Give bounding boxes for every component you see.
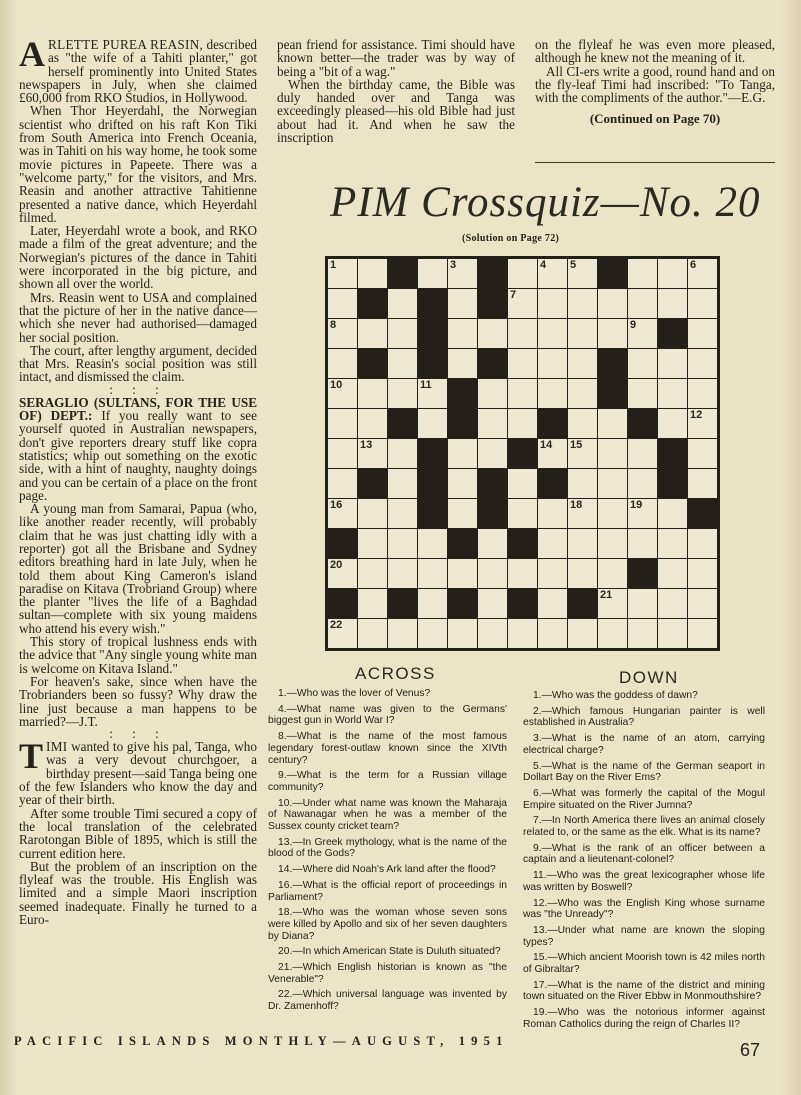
down-clue: 17.—What is the name of the district and mining town situated on the River Ebbw in Monmouthshire? bbox=[523, 979, 765, 1003]
grid-block bbox=[568, 589, 597, 618]
grid-cell[interactable] bbox=[538, 589, 567, 618]
timi-paragraph bbox=[19, 736, 257, 808]
grid-cell[interactable] bbox=[328, 349, 357, 378]
grid-cell[interactable] bbox=[418, 559, 447, 588]
grid-cell[interactable] bbox=[328, 409, 357, 438]
grid-cell[interactable] bbox=[358, 529, 387, 558]
down-clue: 9.—What is the rank of an officer between a captain and a lieutenant-colonel? bbox=[523, 842, 765, 866]
grid-block bbox=[418, 289, 447, 318]
grid-block bbox=[418, 439, 447, 468]
divider-rule bbox=[535, 162, 775, 163]
down-clue: 1.—Who was the goddess of dawn? bbox=[533, 690, 698, 701]
grid-block bbox=[418, 319, 447, 348]
grid-cell[interactable] bbox=[658, 349, 687, 378]
running-footer: PACIFIC ISLANDS MONTHLY—AUGUST, 1951 bbox=[14, 1034, 509, 1048]
grid-block bbox=[448, 589, 477, 618]
grid-cell[interactable] bbox=[568, 619, 597, 648]
grid-block bbox=[388, 589, 417, 618]
clue-number: 9 bbox=[630, 319, 637, 331]
grid-cell[interactable] bbox=[598, 439, 627, 468]
grid-cell[interactable] bbox=[448, 349, 477, 378]
grid-cell[interactable] bbox=[358, 259, 387, 288]
grid-block bbox=[358, 289, 387, 318]
grid-cell[interactable] bbox=[568, 529, 597, 558]
clue-number: 14 bbox=[540, 439, 553, 451]
grid-cell[interactable] bbox=[628, 619, 657, 648]
paragraph: Later, Heyerdahl wrote a book, and RKO made a film of the great adventure; and the Norwegian's pictures of the dance in Tahiti were incorporated in the big picture, and shown all over the world. bbox=[19, 223, 257, 292]
grid-cell[interactable] bbox=[688, 469, 717, 498]
grid-cell[interactable] bbox=[508, 379, 537, 408]
solution-note: (Solution on Page 72) bbox=[462, 233, 560, 244]
grid-cell[interactable] bbox=[388, 529, 417, 558]
across-clue: 14.—Where did Noah's Ark land after the flood? bbox=[278, 864, 496, 876]
grid-cell[interactable] bbox=[568, 469, 597, 498]
grid-cell[interactable] bbox=[388, 379, 417, 408]
grid-cell[interactable] bbox=[598, 289, 627, 318]
grid-cell[interactable] bbox=[418, 379, 447, 408]
grid-cell[interactable] bbox=[568, 259, 597, 288]
grid-cell[interactable] bbox=[568, 289, 597, 318]
grid-cell[interactable] bbox=[628, 259, 657, 288]
grid-cell[interactable] bbox=[418, 259, 447, 288]
grid-cell[interactable] bbox=[478, 529, 507, 558]
grid-cell[interactable] bbox=[688, 349, 717, 378]
grid-cell[interactable] bbox=[478, 379, 507, 408]
grid-cell[interactable] bbox=[328, 379, 357, 408]
grid-cell[interactable] bbox=[508, 409, 537, 438]
grid-block bbox=[448, 529, 477, 558]
down-clue: 11.—Who was the great lexicographer whose life was written by Boswell? bbox=[523, 870, 765, 893]
grid-cell[interactable] bbox=[388, 469, 417, 498]
grid-cell[interactable] bbox=[598, 319, 627, 348]
grid-cell[interactable] bbox=[688, 619, 717, 648]
grid-cell[interactable] bbox=[388, 289, 417, 318]
down-clue: 5.—What is the name of the German seaport in Dollart Bay on the River Ems? bbox=[523, 760, 765, 784]
clue-number: 1 bbox=[330, 259, 337, 271]
grid-cell[interactable] bbox=[538, 259, 567, 288]
grid-cell[interactable] bbox=[418, 619, 447, 648]
across-clue: 4.—What name was given to the Germans' biggest gun in World War I? bbox=[268, 703, 507, 727]
grid-block bbox=[478, 469, 507, 498]
grid-block bbox=[478, 349, 507, 378]
grid-block bbox=[598, 379, 627, 408]
clue-number: 6 bbox=[690, 259, 697, 271]
grid-cell[interactable] bbox=[538, 289, 567, 318]
across-heading: ACROSS bbox=[355, 664, 436, 683]
grid-cell[interactable] bbox=[478, 589, 507, 618]
grid-cell[interactable] bbox=[388, 349, 417, 378]
grid-cell[interactable] bbox=[688, 439, 717, 468]
grid-cell[interactable] bbox=[568, 439, 597, 468]
grid-cell[interactable] bbox=[598, 559, 627, 588]
grid-cell[interactable] bbox=[658, 409, 687, 438]
grid-cell[interactable] bbox=[328, 499, 357, 528]
grid-block bbox=[358, 469, 387, 498]
grid-block bbox=[448, 409, 477, 438]
page-number: 67 bbox=[740, 1040, 761, 1060]
grid-cell[interactable] bbox=[598, 499, 627, 528]
down-clue: 15.—Which ancient Moorish town is 42 miles north of Gibraltar? bbox=[523, 952, 765, 976]
grid-block bbox=[418, 499, 447, 528]
grid-cell[interactable] bbox=[448, 499, 477, 528]
clue-number: 13 bbox=[360, 439, 373, 451]
grid-cell[interactable] bbox=[628, 469, 657, 498]
grid-block bbox=[658, 319, 687, 348]
clue-number: 4 bbox=[540, 259, 547, 271]
grid-block bbox=[658, 439, 687, 468]
intro-paragraph bbox=[19, 34, 258, 106]
timi-text: wanted to give his pal, Tanga, who was a very devout churchgoer, a birthday present—said Tanga being one of the few Islanders who know the day and year of their birth. bbox=[19, 739, 257, 808]
seraglio-paragraph bbox=[19, 396, 257, 502]
paragraph: All CI-ers write a good, round hand and on the fly-leaf Timi had inscribed: "To Tanga, with the compliments of the author."—E.G. bbox=[535, 63, 775, 106]
grid-cell[interactable] bbox=[688, 559, 717, 588]
grid-cell[interactable] bbox=[598, 469, 627, 498]
paragraph: A young man from Samarai, Papua (who, like another reader recently, will probably claim that he was just chatting idly with a reporter) got all the Brisbane and Sydney editors breathing hard in late July, when he told them about King Cameron's island paradise on Kitava (Trobriand Group) where the planter "lives the life of a Baghdad sultan—complete with six young maidens who attend his every wish." bbox=[19, 501, 257, 636]
across-clue: 20.—In which American State is Duluth situated? bbox=[278, 946, 501, 958]
clue-number: 20 bbox=[330, 559, 343, 571]
grid-cell[interactable] bbox=[478, 319, 507, 348]
grid-block bbox=[628, 559, 657, 588]
grid-cell[interactable] bbox=[478, 409, 507, 438]
across-clue: 13.—In Greek mythology, what is the name of the blood of the Gods? bbox=[268, 836, 507, 860]
grid-cell[interactable] bbox=[688, 409, 717, 438]
grid-block bbox=[478, 259, 507, 288]
grid-cell[interactable] bbox=[658, 259, 687, 288]
down-clue: 3.—What is the name of an atom, carrying electrical charge? bbox=[523, 733, 765, 756]
grid-block bbox=[508, 589, 537, 618]
grid-cell[interactable] bbox=[448, 619, 477, 648]
paragraph: This story of tropical lushness ends with the advice that "Any single young white man is welcome on Kitava Island." bbox=[19, 634, 257, 676]
grid-cell[interactable] bbox=[568, 379, 597, 408]
grid-cell[interactable] bbox=[568, 319, 597, 348]
grid-cell[interactable] bbox=[388, 499, 417, 528]
grid-cell[interactable] bbox=[448, 469, 477, 498]
grid-cell[interactable] bbox=[628, 499, 657, 528]
paragraph: pean friend for assistance. Timi should have known better—the trader was by way of being a "bit of a wag." bbox=[277, 37, 515, 79]
continued-note: (Continued on Page 70) bbox=[589, 111, 721, 127]
paragraph: When the birthday came, the Bible was duly handed over and Tanga was exceedingly pleased—his old Bible had just about had it. And when he saw the inscription bbox=[277, 76, 515, 146]
grid-cell[interactable] bbox=[478, 559, 507, 588]
grid-cell[interactable] bbox=[538, 379, 567, 408]
clue-number: 10 bbox=[330, 379, 343, 391]
grid-cell[interactable] bbox=[508, 499, 537, 528]
grid-cell[interactable] bbox=[448, 289, 477, 318]
grid-cell[interactable] bbox=[688, 379, 717, 408]
clue-number: 18 bbox=[570, 499, 583, 511]
grid-cell[interactable] bbox=[628, 439, 657, 468]
grid-cell[interactable] bbox=[358, 439, 387, 468]
grid-block bbox=[508, 439, 537, 468]
grid-cell[interactable] bbox=[508, 469, 537, 498]
grid-cell[interactable] bbox=[388, 319, 417, 348]
down-clue: 6.—What was formerly the capital of the Mogul Empire situated on the River Jumna? bbox=[523, 787, 765, 811]
paragraph: Mrs. Reasin went to USA and complained that the picture of her in the native dance—which she never had authorised—damaged her social position. bbox=[19, 289, 257, 345]
grid-cell[interactable] bbox=[358, 409, 387, 438]
grid-block bbox=[478, 289, 507, 318]
grid-cell[interactable] bbox=[448, 559, 477, 588]
seraglio-heading: SERAGLIO (SULTANS, FOR THE USE OF) DEPT.: bbox=[19, 394, 257, 424]
grid-cell[interactable] bbox=[328, 439, 357, 468]
grid-cell[interactable] bbox=[688, 289, 717, 318]
grid-cell[interactable] bbox=[388, 619, 417, 648]
grid-cell[interactable] bbox=[628, 349, 657, 378]
grid-cell[interactable] bbox=[628, 289, 657, 318]
across-clue: 9.—What is the term for a Russian village community? bbox=[268, 770, 507, 793]
grid-block bbox=[418, 349, 447, 378]
grid-block bbox=[538, 409, 567, 438]
grid-block bbox=[628, 409, 657, 438]
grid-cell[interactable] bbox=[538, 319, 567, 348]
intro-name: RLETTE PUREA REASIN, bbox=[48, 37, 204, 52]
grid-cell[interactable] bbox=[358, 589, 387, 618]
grid-block bbox=[478, 499, 507, 528]
grid-cell[interactable] bbox=[508, 349, 537, 378]
grid-cell[interactable] bbox=[688, 259, 717, 288]
grid-cell[interactable] bbox=[508, 259, 537, 288]
clue-number: 12 bbox=[690, 409, 703, 421]
down-clue-list bbox=[523, 690, 765, 1035]
section-separator: : : : bbox=[109, 381, 167, 397]
grid-cell[interactable] bbox=[658, 289, 687, 318]
grid-block bbox=[448, 379, 477, 408]
grid-cell[interactable] bbox=[508, 289, 537, 318]
grid-cell[interactable] bbox=[568, 409, 597, 438]
grid-block bbox=[598, 259, 627, 288]
grid-cell[interactable] bbox=[358, 499, 387, 528]
grid-cell[interactable] bbox=[538, 499, 567, 528]
paragraph: For heaven's sake, since when have the Trobrianders been so fussy? Why draw the line just because a man happens to be married?—J.T. bbox=[19, 673, 257, 729]
article-column-1 bbox=[19, 34, 258, 927]
grid-block bbox=[328, 529, 357, 558]
seraglio-text: If you really want to see yourself quoted in Australian newspapers, don't give reporters dreary stuff like copra statistics; whip out something on the exotic side, with a hint of naughty, naughty doings and you can be certain of a place on the front page. bbox=[19, 408, 257, 503]
across-clue: 16.—What is the official report of proceedings in Parliament? bbox=[268, 879, 507, 903]
clue-number: 21 bbox=[600, 589, 613, 601]
paragraph: When Thor Heyerdahl, the Norwegian scientist who drifted on his raft Kon Tiki from South America into French Oceania, was in Tahiti on his way home, he took some movie pictures in Papeete. There was a "welcome party," for the visitors, and Mrs. Reasin and another attractive Tahitienne presented a native dance, which Heyerdahl filmed. bbox=[19, 103, 257, 225]
grid-cell[interactable] bbox=[448, 319, 477, 348]
clue-number: 7 bbox=[510, 289, 517, 301]
grid-cell[interactable] bbox=[538, 559, 567, 588]
drop-cap-t: T bbox=[19, 736, 44, 777]
grid-cell[interactable] bbox=[328, 319, 357, 348]
crossword-title: PIM Crossquiz—No. 20 bbox=[330, 179, 761, 226]
grid-cell[interactable] bbox=[328, 259, 357, 288]
across-clue: 18.—Who was the woman whose seven sons were killed by Apollo and six of her seven daughters by Diana? bbox=[268, 907, 507, 942]
across-clue-list bbox=[268, 688, 507, 1017]
grid-cell[interactable] bbox=[448, 439, 477, 468]
section-separator: : : : bbox=[109, 726, 167, 742]
grid-cell[interactable] bbox=[508, 319, 537, 348]
grid-cell[interactable] bbox=[508, 619, 537, 648]
grid-cell[interactable] bbox=[478, 619, 507, 648]
grid-cell[interactable] bbox=[538, 619, 567, 648]
grid-cell[interactable] bbox=[658, 499, 687, 528]
grid-cell[interactable] bbox=[478, 439, 507, 468]
grid-block bbox=[508, 529, 537, 558]
down-clue: 13.—Under what name are known the sloping types? bbox=[523, 924, 765, 948]
paragraph: After some trouble Timi secured a copy of the local translation of the celebrated Rarotongan Bible of 1895, which is still the current edition here. bbox=[19, 805, 257, 861]
grid-cell[interactable] bbox=[658, 589, 687, 618]
grid-block bbox=[388, 409, 417, 438]
clue-number: 15 bbox=[570, 439, 583, 451]
clue-number: 16 bbox=[330, 499, 343, 511]
article-column-2 bbox=[277, 38, 515, 144]
clue-number: 5 bbox=[570, 259, 577, 271]
across-clue: 21.—Which English historian is known as "the Venerable"? bbox=[268, 962, 507, 985]
grid-cell[interactable] bbox=[598, 619, 627, 648]
grid-block bbox=[418, 469, 447, 498]
clue-number: 3 bbox=[450, 259, 457, 271]
down-clue: 7.—In North America there lives an animal closely related to, or the same as the elk. What is its name? bbox=[523, 815, 765, 839]
grid-cell[interactable] bbox=[628, 529, 657, 558]
grid-cell[interactable] bbox=[628, 589, 657, 618]
down-clue: 19.—Who was the notorious informer against Roman Catholics during the reign of Charles II? bbox=[523, 1007, 765, 1030]
grid-cell[interactable] bbox=[538, 529, 567, 558]
grid-block bbox=[658, 469, 687, 498]
grid-cell[interactable] bbox=[418, 529, 447, 558]
grid-cell[interactable] bbox=[358, 319, 387, 348]
grid-cell[interactable] bbox=[628, 379, 657, 408]
down-clue: 2.—Which famous Hungarian painter is well established in Australia? bbox=[523, 705, 765, 729]
clue-number: 19 bbox=[630, 499, 643, 511]
grid-cell[interactable] bbox=[418, 409, 447, 438]
grid-cell[interactable] bbox=[658, 529, 687, 558]
grid-block bbox=[328, 589, 357, 618]
paragraph: The court, after lengthy argument, decided that Mrs. Reasin's social position was still intact, and dismissed the claim. bbox=[19, 342, 257, 385]
grid-block bbox=[538, 469, 567, 498]
grid-cell[interactable] bbox=[448, 259, 477, 288]
grid-cell[interactable] bbox=[538, 349, 567, 378]
crossword-grid bbox=[325, 256, 720, 651]
grid-cell[interactable] bbox=[328, 469, 357, 498]
down-clue: 12.—Who was the English King whose surname was "the Unready"? bbox=[523, 897, 765, 921]
grid-cell[interactable] bbox=[388, 439, 417, 468]
grid-cell[interactable] bbox=[358, 379, 387, 408]
grid-cell[interactable] bbox=[598, 409, 627, 438]
grid-cell[interactable] bbox=[658, 559, 687, 588]
grid-cell[interactable] bbox=[358, 559, 387, 588]
grid-cell[interactable] bbox=[418, 589, 447, 618]
grid-block bbox=[688, 499, 717, 528]
grid-cell[interactable] bbox=[688, 319, 717, 348]
grid-cell[interactable] bbox=[328, 289, 357, 318]
grid-cell[interactable] bbox=[658, 619, 687, 648]
grid-cell[interactable] bbox=[508, 559, 537, 588]
clue-number: 11 bbox=[420, 379, 432, 391]
clue-number: 8 bbox=[330, 319, 337, 331]
clue-number: 22 bbox=[330, 619, 343, 631]
grid-block bbox=[388, 259, 417, 288]
across-clue: 8.—What is the name of the most famous legendary forest-outlaw known since the XIVth century? bbox=[268, 731, 507, 766]
grid-cell[interactable] bbox=[538, 439, 567, 468]
timi-name: IMI bbox=[46, 739, 68, 755]
grid-cell[interactable] bbox=[688, 529, 717, 558]
across-clue: 1.—Who was the lover of Venus? bbox=[278, 688, 431, 699]
grid-cell[interactable] bbox=[658, 379, 687, 408]
across-clue: 22.—Which universal language was invented by Dr. Zamenhoff? bbox=[268, 989, 507, 1013]
drop-cap-a: A bbox=[19, 34, 45, 74]
paragraph: on the flyleaf he was even more pleased, although he knew not the meaning of it. bbox=[535, 37, 775, 66]
grid-cell[interactable] bbox=[628, 319, 657, 348]
grid-cell[interactable] bbox=[568, 559, 597, 588]
grid-block bbox=[598, 349, 627, 378]
grid-cell[interactable] bbox=[598, 529, 627, 558]
across-clue: 10.—Under what name was known the Maharaja of Nawanagar when he was a member of the Sussex county cricket team? bbox=[268, 797, 507, 833]
intro-text: described as "the wife of a Tahiti planter," got herself prominently into United States newspapers in July, when she claimed £60,000 from RKO Studios, in Hollywood. bbox=[19, 37, 258, 106]
grid-cell[interactable] bbox=[328, 619, 357, 648]
article-column-3 bbox=[535, 38, 775, 126]
grid-cell[interactable] bbox=[328, 559, 357, 588]
grid-cell[interactable] bbox=[568, 349, 597, 378]
down-heading: DOWN bbox=[619, 668, 679, 687]
grid-cell[interactable] bbox=[568, 499, 597, 528]
grid-cell[interactable] bbox=[688, 589, 717, 618]
grid-block bbox=[358, 349, 387, 378]
grid-cell[interactable] bbox=[598, 589, 627, 618]
paragraph: But the problem of an inscription on the flyleaf was the trouble. His English was limited and a simple Maori inscription seemed inadequate. Finally he turned to a Euro- bbox=[19, 858, 257, 927]
grid-cell[interactable] bbox=[358, 619, 387, 648]
grid-cell[interactable] bbox=[388, 559, 417, 588]
